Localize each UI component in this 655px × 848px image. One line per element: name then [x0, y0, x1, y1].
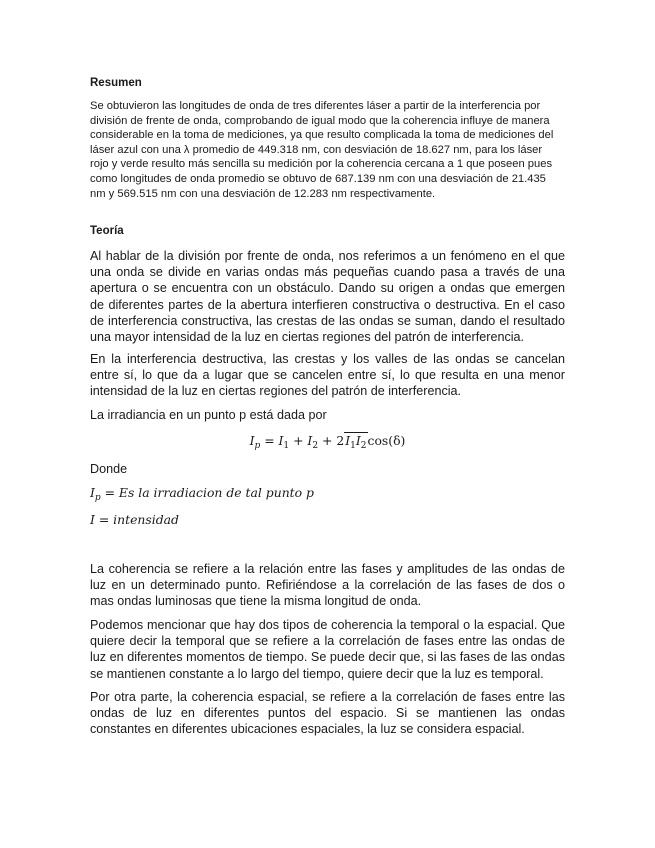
teoria-paragraph-1: Al hablar de la división por frente de onda, nos referimos a un fenómeno en el que una onda se divide en varias ondas más pequeñas cuando pasa a través de una apertura o se encuentra con un obstáculo. Dando su origen a ondas que emergen de diferentes partes de la abertura interfieren constructiva o destructiva. En el caso de interferencia constructiva, las crestas de las ondas se suman, dando el resultado una mayor intensidad de la luz en ciertas regiones del patrón de interferencia. [90, 249, 565, 345]
teoria-paragraph-5: Podemos mencionar que hay dos tipos de coherencia la temporal o la espacial. Que quiere decir la temporal que se refiere a la correlación de fases entre las ondas de luz en diferentes momentos de tiempo. Se puede decir que, si las fases de las ondas se mantienen constante a lo largo del tiempo, quiere decir que la luz es temporal. [90, 618, 565, 681]
donde-label: Donde [90, 462, 128, 476]
teoria-paragraph-4: La coherencia se refiere a la relación entre las fases y amplitudes de las ondas de luz en un determinado punto. Refiriéndose a la correlación de las fases de dos o mas ondas luminosas que tiene la misma longitud de onda. [90, 562, 565, 609]
teoria-paragraph-6: Por otra parte, la coherencia espacial, se refiere a la correlación de fases entre las ondas de luz en diferentes puntos del espacio. Si se mantienen las ondas constantes en diferentes ubicaciones espaciales, la luz se considera espacial. [90, 690, 565, 737]
sqrt-symbol: $I_1I_2$ [345, 433, 367, 451]
irradiance-equation: $I_p = I_1 + I_2 + 2I_1I_2\cos(\delta)$ [249, 433, 406, 451]
definition-intensity: I = intensidad [90, 512, 179, 527]
teoria-paragraph-2: En la interferencia destructiva, las crestas y los valles de las ondas se cancelan entre sí, lo que da a lugar que se cancelen entre sí, lo que resulta en una menor intensidad de la luz en ciertas regiones del patrón de interferencia. [90, 352, 565, 399]
resumen-body: Se obtuvieron las longitudes de onda de tres diferentes láser a partir de la interferencia por división de frente de onda, comprobando de igual modo que la coherencia influye de manera considerable en la toma de mediciones, ya que resulto complicada la toma de mediciones del láser azul con una λ promedio de 449.318 nm, con desviación de 18.627 nm, para los láser rojo y verde resulto más sencilla su medición por la coherencia cercana a 1 que poseen pues como longitudes de onda promedio se obtuvo de 687.139 nm con una desviación de 21.435 nm y 569.515 nm con una desviación de 12.283 nm respectivamente. [90, 100, 554, 200]
teoria-paragraph-3: La irradiancia en un punto p está dada por [90, 408, 327, 422]
teoria-heading: Teoría [90, 225, 124, 237]
definition-irradiance: $I_p = Es$ la irradiacion de tal punto p [90, 485, 314, 503]
resumen-heading: Resumen [90, 77, 142, 89]
